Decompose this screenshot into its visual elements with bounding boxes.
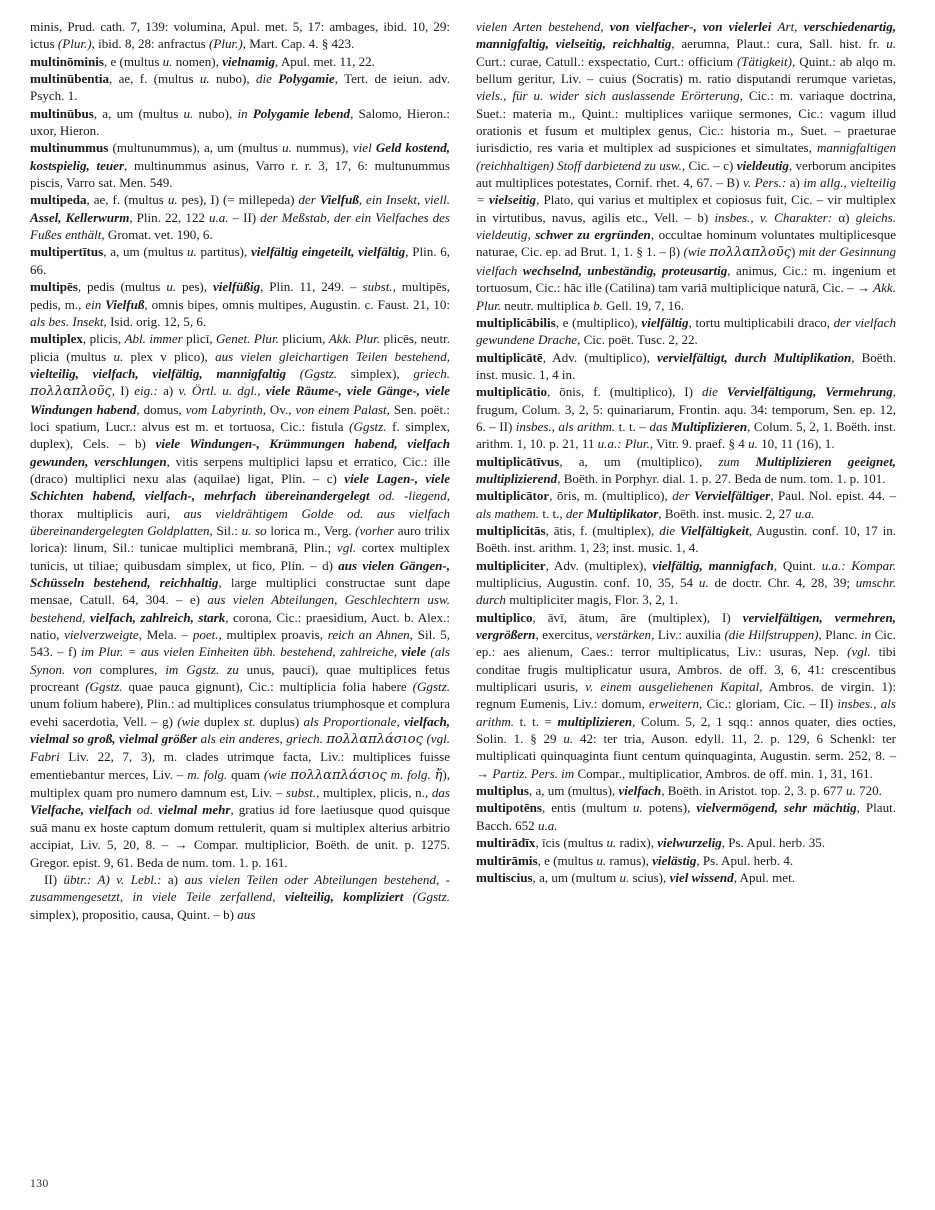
dictionary-entry: multinōminis, e (multus u. nomen), vielnamig, Apul. met. 11, 22.	[30, 53, 375, 69]
page-number: 130	[30, 1178, 49, 1190]
dictionary-entry: multinummus (multunummus), a, um (multus u. nummus), viel Geld kostend, kostspielig, teuer, multinummus asinus, Varro r. r. 3, 17, 6: multunummus piscis, Varro sat. Men. 549.	[30, 140, 450, 191]
dictionary-entry: multipotēns, entis (multum u. potens), vielvermögend, sehr mächtig, Plaut. Bacch. 652 u.a.	[476, 800, 897, 833]
entry-continuation: minis, Prud. cath. 7, 139: volumina, Apul. met. 5, 17: ambages, ibid. 10, 29: ictus (Plur.), ibid. 8, 28: anfractus (Plur.), Mart. Cap. 4. § 423.	[30, 19, 450, 52]
dictionary-subentry: II) übtr.: A) v. Lebl.: a) aus vielen Teilen oder Abteilungen bestehend, -zusammengesetzt, in viele Teile zerfallend, vielteilig, kompliziert (Ggstz. simplex), propositio, causa, Quint. – b) aus	[30, 871, 451, 922]
dictionary-entry: multiscius, a, um (multum u. scius), viel wissend, Apul. met.	[476, 869, 795, 885]
dictionary-entry: multinūbentia, ae, f. (multus u. nubo), die Polygamie, Tert. de ieiun. adv. Psych. 1.	[30, 71, 450, 104]
dictionary-entry: multipeda, ae, f. (multus u. pes), I) (= millepeda) der Vielfuß, ein Insekt, viell. Assel, Kellerwurm, Plin. 22, 122 u.a. – II) der Meßstab, der ein Vielfaches des Fußes enthält, Gromat. vet. 190, 6.	[30, 192, 451, 243]
two-column-layout	[30, 18, 905, 923]
dictionary-entry: multiplico, āvī, ātum, āre (multiplex), I) vervielfältigen, vermehren, vergrößern, exercitus, verstärken, Liv.: auxilia (die Hilfstruppen), Planc. in Cic. ep.: aes alienum, Caes.: terror multiplicatus, Liv.: usuras, Nep. (vgl. tibi conditae frugis multiplicatur usura, Ambros. de off. 3, 6, 41: crescentibus multiplicari usuris, v. einem ausgeliehenen Kapital, Ambros. de virgin. 1): regnum Eumenis, Liv.: domum, erweitern, Cic.: gloriam, Cic. – II) insbes., als arithm. t. t. = multiplizieren, Colum. 5, 2, 1 sqq.: annos quater, dies octies, Solin. 1. § 29 u. 42: ter tria, Auson. edyll. 11, 2. p. 129, 6 Schenkl: ter multiplicati quinquaginta fiunt centum quinquaginta, Augustin. serm. 252, 8. – → Partiz. Pers. im Compar., multiplicatior, Ambros. de off. min. 1, 31, 161.	[476, 609, 897, 781]
dictionary-entry: multipertītus, a, um (multus u. partitus), vielfältig eingeteilt, vielfältig, Plin. 6, 66.	[30, 244, 450, 277]
dictionary-entry: multirāmis, e (multus u. ramus), vielästig, Ps. Apul. herb. 4.	[476, 852, 794, 868]
dictionary-entry: multipliciter, Adv. (multiplex), vielfältig, mannigfach, Quint. u.a.: Kompar. multiplicius, Augustin. conf. 10, 35, 54 u. de doctr. Chr. 4, 28, 39; umschr. durch multipliciter magis, Flor. 3, 2, 1.	[476, 557, 897, 608]
dictionary-entry: multiplicitās, ātis, f. (multiplex), die Vielfältigkeit, Augustin. conf. 10, 17 in. Boëth. inst. arithm. 1, 23; inst. music. 1, 4.	[476, 522, 896, 556]
dictionary-entry: multipēs, pedis (multus u. pes), vielfüßig, Plin. 11, 249. – subst., multipēs, pedis, m., ein Vielfuß, omnis bipes, omnis multipes, Augustin. c. Faust. 21, 10: als bes. Insekt, Isid. orig. 12, 5, 6.	[30, 279, 450, 329]
entry-continuation: vielen Arten bestehend, von vielfacher-, von vielerlei Art, verschiedenartig, mannigfaltig, vielseitig, reichhaltig, aerumna, Plaut.: cura, Sall. hist. fr. u. Curt.: curae, Catull.: exspectatio, Curt.: officium (Tätigkeit), Quint.: ab alqo m. bellum geritur, Liv. – cuius (Socratis) m. ratio disputandi rerumque varietas, viels., für u. wider sich auslassende Erörterung, Cic.: m. variaque doctrina, Suet.: materia m., Quint.: multiplices variique sermones, Cic.: vagum illud orationis et fusum et multiplex genus, Cic.: historia m., Suet. – praeturae iurisdictio, res varia et multiplex ad suspiciones et simultates, mannigfaltigen (reichhaltigen) Stoff darbietend zu usw., Cic. – c) vieldeutig, verborum ancipites aut multiplices potestates, Cornif. rhet. 4, 67. – B) v. Pers.: a) im allg., vielteilig = vielseitig, Plato, qui varius et multiplex et copiosus fuit, Cic. – vir multiplex in virtutibus, navus, agilis etc., Vell. – b) insbes., v. Charakter: α) gleichs. vieldeutig, schwer zu ergründen, occultae hominum voluntates multiplicesque naturae, Cic. ep. ad Brut. 1, 1. § 1. – β) (wie πολλαπλοῦς) mit der Gesinnung vielfach wechselnd, unbeständig, proteusartig, animus, Cic.: m. ingenium et tortuosum, Cic.: hāc ille (Catilina) tam variā multiplicique naturā, Cic. – → Akk. Plur. neutr. multiplica b. Gell. 19, 7, 16.	[476, 19, 897, 313]
dictionary-entry: multiplicātīvus, a, um (multiplico), zum Multiplizieren geeignet, multiplizierend, Boëth. in Porphyr. dial. 1. p. 27. Beda de num. tom. 1. p. 101.	[476, 453, 896, 486]
dictionary-entry: multinūbus, a, um (multus u. nubo), in Polygamie lebend, Salomo, Hieron.: uxor, Hieron.	[30, 105, 450, 139]
dictionary-entry: multiplus, a, um (multus), vielfach, Boëth. in Aristot. top. 2, 3. p. 677 u. 720.	[476, 783, 882, 799]
left-text-column	[30, 18, 450, 923]
dictionary-entry: multiplicātio, ōnis, f. (multiplico), I) die Vervielfältigung, Vermehrung, frugum, Colum. 3, 2, 5: quinariarum, Frontin. aqu. 34: temporum, Sen. ep. 12, 6. – II) insbes., als arithm. t. t. – das Multiplizieren, Colum. 5, 2, 1. Boëth. inst. arithm. 1, 10. p. 21, 11 u.a.: Plur., Vitr. 9. praef. § 4 u. 10, 11 (16), 1.	[476, 384, 896, 452]
dictionary-entry: multiplicātē, Adv. (multiplico), vervielfältigt, durch Multiplikation, Boëth. inst. music. 1, 4 in.	[476, 349, 897, 382]
right-text-column	[476, 18, 896, 886]
dictionary-entry: multiplicātor, ōris, m. (multiplico), der Vervielfältiger, Paul. Nol. epist. 44. – als mathem. t. t., der Multiplikator, Boëth. inst. music. 2, 27 u.a.	[476, 488, 896, 521]
dictionary-entry: multiplex, plicis, Abl. immer plicī, Genet. Plur. plicium, Akk. Plur. plicēs, neutr. plicia (multus u. plex v plico), aus vielen gleichartigen Teilen bestehend, vielteilig, vielfach, vielfältig, mannigfaltig (Ggstz. simplex), griech. πολλαπλοῦς, I) eig.: a) v. Örtl. u. dgl., viele Räume-, viele Gänge-, viele Windungen habend, domus, vom Labyrinth, Ov., von einem Palast, Sen. poët.: loci spatium, Lucr.: alvus est m. et tortuosa, Cic.: fistula (Ggstz. f. simplex, duplex), Cels. – b) viele Windungen-, Krümmungen habend, vielfach gewunden, verschlungen, vitis serpens multiplici lapsu et erratico, Cic.: ille (draco) multiplici nexu alas (aquilae) ligat, Plin. – c) viele Lagen-, viele Schichten habend, vielfach-, mehrfach übereinandergelegt od. -liegend, thorax multiplicis auri, aus vieldrähtigem Golde od. aus vielfach übereinandergelegten Goldplatten, Sil.: u. so lorica m., Verg. (vorher auro trilix lorica): linum, Sil.: tunicae multiplici membranā, Plin.; vgl. cortex multiplex tunicis, ut tiliae; quibusdam simplex, ut fico, Plin. – d) aus vielen Gängen-, Schüsseln bestehend, reichhaltig, large multiplici constructae sunt dape mensae, Catull. 64, 304. – e) aus vielen Abteilungen, Geschlechtern usw. bestehend, vielfach, zahlreich, stark, corona, Cic.: praesidium, Auct. b. Alex.: natio, vielverzweigte, Mela. – poet., multiplex proavis, reich an Ahnen, Sil. 5, 543. – f) im Plur. = aus vielen Einheiten übh. bestehend, zahlreiche, viele (als Synon. von complures, im Ggstz. zu unus, pauci), quae multiplices fetus procreant (Ggstz. quae pauca gignunt), Cic.: multiplicia folia habere (Ggstz. unum folium habere), Plin.: ad multiplices consulatus triumphosque et complura evehi sacerdotia, Vell. – g) (wie duplex st. duplus) als Proportionale, vielfach, vielmal so groß, vielmal größer als ein anderes, griech. πολλαπλάσιος (vgl. Fabri Liv. 22, 7, 3), m. clades utrimque facta, Liv.: multiplices fuisse ementiebantur merces, Liv. – m. folg. quam (wie πολλαπλάσιος m. folg. ἤ), multiplex quam pro numero damnum est, Liv. – subst., multiplex, plicis, n., das Vielfache, vielfach od. vielmal mehr, gratius id fore laetiusque quod quisque suā manu ex hoste captum domum rettulerit, quam si multiplex alterius arbitrio accipiat, Liv. 5, 20, 8. – → Compar. multiplicior, Boëth. de unit. p. 1275. Gregor. epist. 9, 61. Beda de num. tom. 1. p. 161.	[30, 331, 451, 870]
dictionary-entry: multiplicābilis, e (multiplico), vielfältig, tortu multiplicabili draco, der vielfach gewundene Drache, Cic. poët. Tusc. 2, 22.	[476, 314, 896, 348]
dictionary-entry: multirādīx, īcis (multus u. radix), vielwurzelig, Ps. Apul. herb. 35.	[476, 835, 826, 851]
